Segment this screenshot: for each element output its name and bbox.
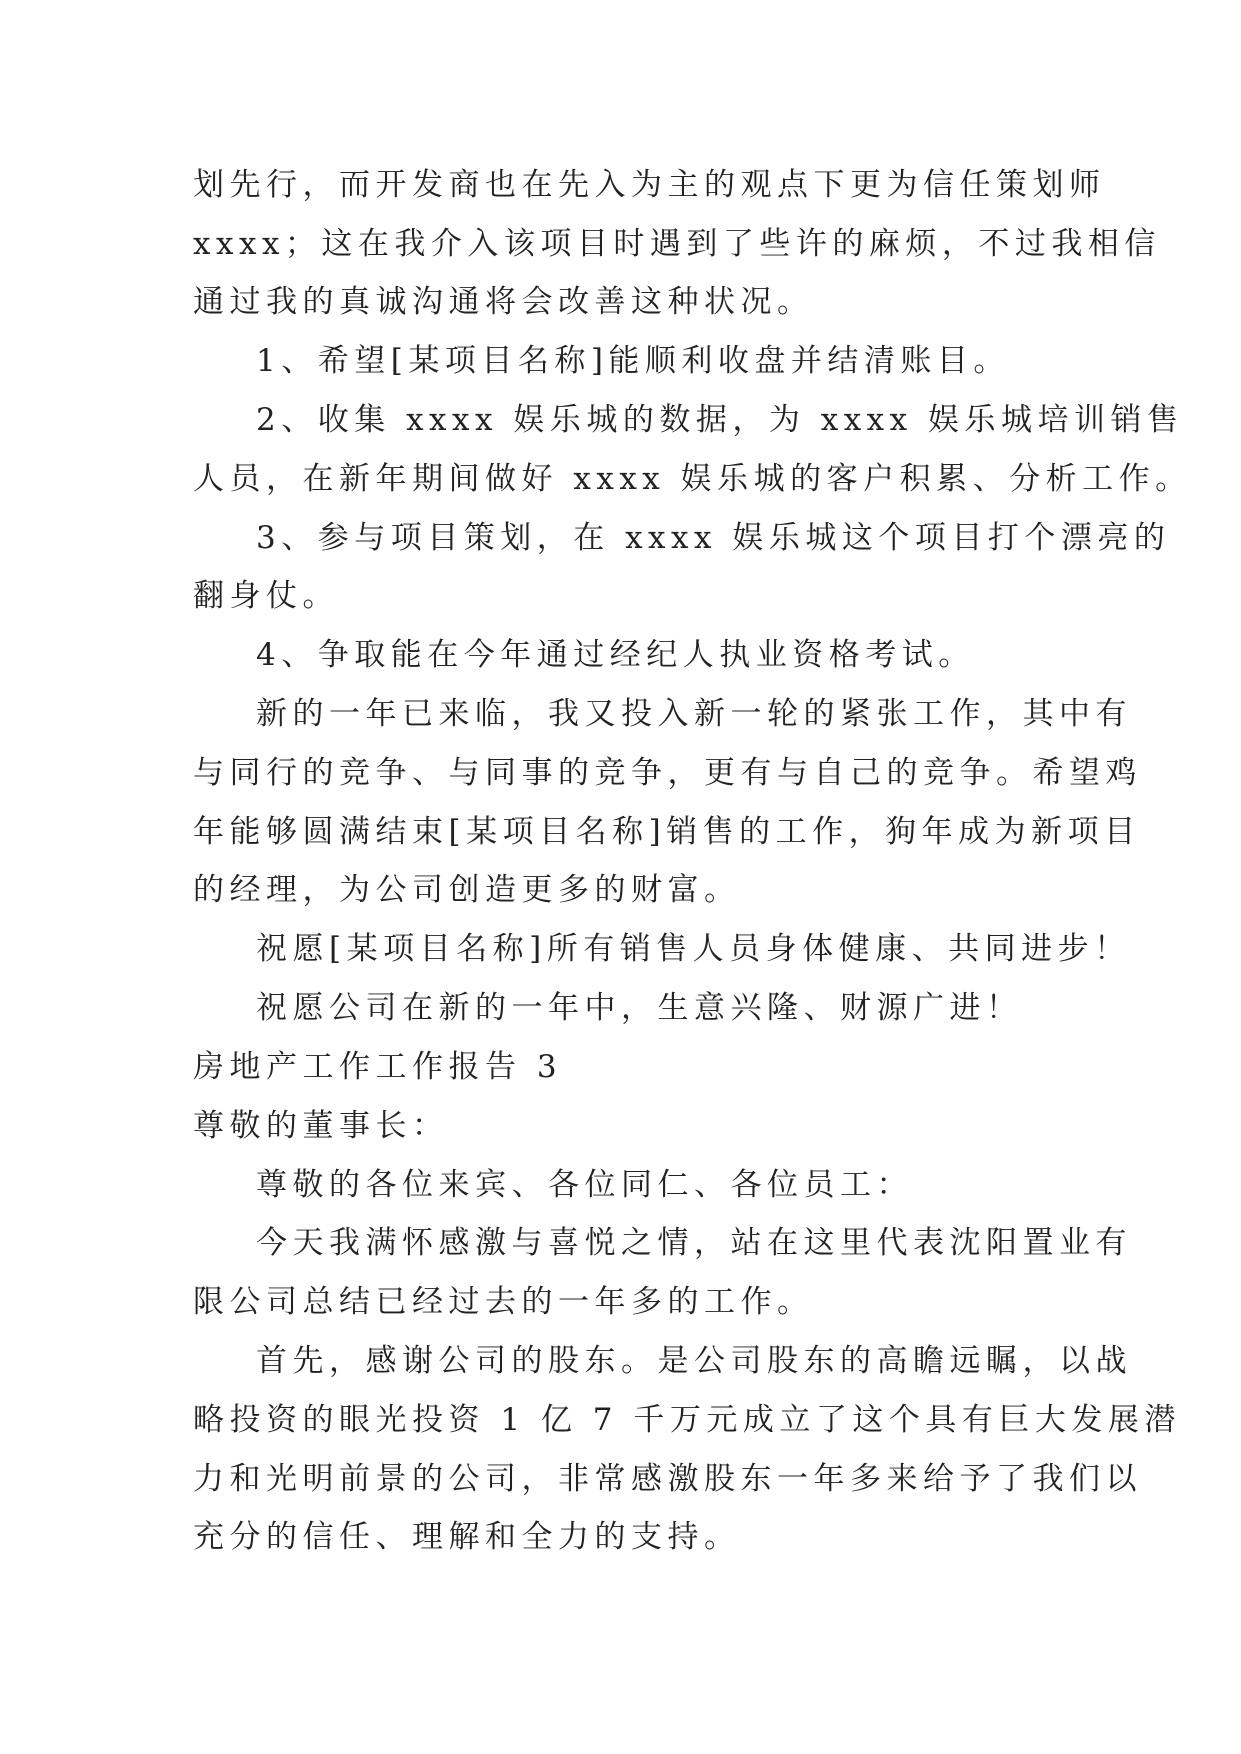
- text-line: 首先，感谢公司的股东。是公司股东的高瞻远瞩，以战: [256, 1343, 1132, 1379]
- text-line: 今天我满怀感激与喜悦之情，站在这里代表沈阳置业有: [256, 1225, 1132, 1261]
- salutation: 尊敬的董事长：: [193, 1108, 449, 1144]
- text-line: 略投资的眼光投资 1 亿 7 千万元成立了这个具有巨大发展潜: [193, 1402, 1181, 1438]
- section-heading: 房地产工作工作报告 3: [193, 1049, 563, 1085]
- text-line: 祝愿公司在新的一年中，生意兴隆、财源广进！: [256, 990, 1023, 1026]
- text-line: xxxx；这在我介入该项目时遇到了些许的麻烦，不过我相信: [193, 226, 1161, 262]
- text-line: 新的一年已来临，我又投入新一轮的紧张工作，其中有: [256, 696, 1132, 732]
- text-line: 与同行的竞争、与同事的竞争，更有与自己的竞争。希望鸡: [193, 755, 1142, 791]
- text-line: 祝愿[某项目名称]所有销售人员身体健康、共同进步！: [256, 931, 1131, 967]
- text-line: 通过我的真诚沟通将会改善这种状况。: [193, 284, 814, 320]
- text-line: 4、争取能在今年通过经纪人执业资格考试。: [256, 637, 975, 673]
- text-line: 翻身仗。: [193, 578, 339, 614]
- text-line: 尊敬的各位来宾、各位同仁、各位员工：: [256, 1167, 913, 1203]
- text-line: 人员，在新年期间做好 xxxx 娱乐城的客户积累、分析工作。: [193, 461, 1192, 497]
- text-line: 力和光明前景的公司，非常感激股东一年多来给予了我们以: [193, 1461, 1142, 1497]
- text-line: 划先行，而开发商也在先入为主的观点下更为信任策划师: [193, 167, 1106, 203]
- text-line: 年能够圆满结束[某项目名称]销售的工作，狗年成为新项目: [193, 814, 1141, 850]
- text-line: 的经理，为公司创造更多的财富。: [193, 872, 741, 908]
- text-line: 3、参与项目策划，在 xxxx 娱乐城这个项目打个漂亮的: [256, 520, 1171, 556]
- text-line: 1、希望[某项目名称]能顺利收盘并结清账目。: [256, 343, 1010, 379]
- text-line: 2、收集 xxxx 娱乐城的数据，为 xxxx 娱乐城培训销售: [256, 402, 1184, 438]
- text-line: 充分的信任、理解和全力的支持。: [193, 1519, 741, 1555]
- text-line: 限公司总结已经过去的一年多的工作。: [193, 1284, 814, 1320]
